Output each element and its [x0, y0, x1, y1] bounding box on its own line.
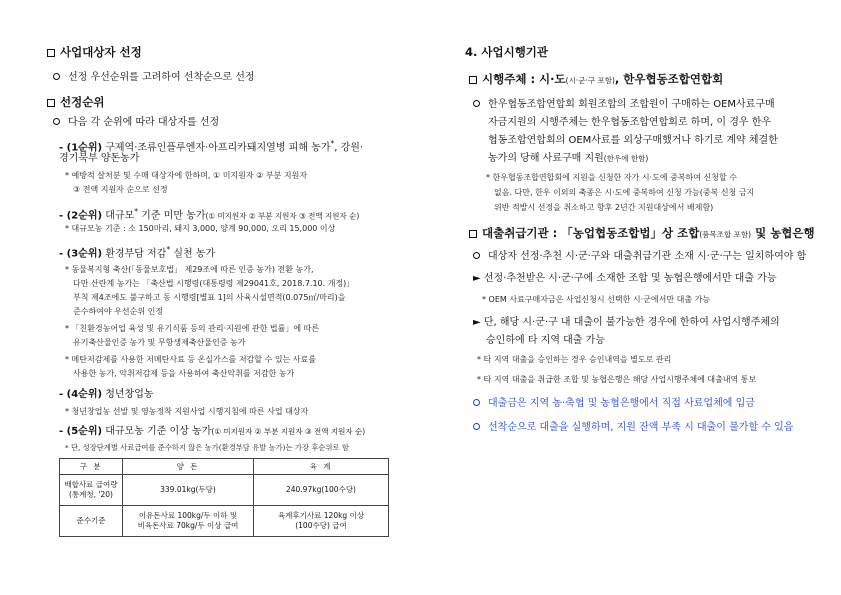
circle-bullet-icon	[473, 100, 480, 107]
table-header-cell: 육 계	[254, 459, 389, 475]
table-cell: 339.01kg(두당)	[123, 475, 254, 506]
circle-bullet-icon	[473, 399, 480, 406]
feed-standard-table	[59, 458, 389, 537]
loan-agency-arrow-1-note: * OEM 사료구매자금은 사업신청시 선택한 시·군에서만 대출 가능	[482, 295, 711, 304]
loan-first-come-note: 선착순으로 대출을 실행하며, 지원 잔액 부족 시 대출이 불가할 수 있음	[473, 423, 793, 433]
checkbox-square-icon	[469, 76, 477, 84]
rank-2-line: - (2순위) 대규모* 기준 미만 농가(① 미지원자 ② 부분 지원자 ③ 전액 지원자 순)	[59, 207, 360, 222]
rank-5-line: - (5순위) 대규모농 기준 이상 농가(① 미지원자 ② 부분 지원자 ③ 전액 지원자 순)	[59, 426, 366, 437]
implementing-body-para-3: 협동조합연합회의 OEM사료를 외상구매했거나 하기로 계약 체결한	[488, 135, 778, 146]
rank-3-note-5: * 「친환경농어업 육성 및 유기식품 등의 관리·지원에 관한 법률」에 따른	[65, 324, 320, 333]
table-cell: 이유돈사료 100kg/두 이하 및 비육돈사료 70kg/두 이상 급여	[123, 506, 254, 537]
rank-2-note: * 대규모농 기준 : 소 150마리, 돼지 3,000, 양계 90,000, 오리 15,000 이상	[65, 224, 336, 233]
circle-bullet-icon	[473, 252, 480, 259]
section-ranking-heading: 선정순위	[47, 97, 104, 109]
table-cell: 육계후기사료 120kg 이상 (100수당) 급여	[254, 506, 389, 537]
rank-5-note: * 단, 성장단계별 사료급여를 준수하지 않은 농가(환경부담 유발 농가)는 가장 후순위로 함	[65, 443, 349, 452]
loan-agency-arrow-2: ► 단, 해당 시·군·구 내 대출이 불가능한 경우에 한하여 사업시행주체의	[473, 317, 780, 328]
agency-section-title: 4. 사업시행기관	[465, 45, 549, 59]
circle-bullet-icon	[473, 423, 480, 430]
implementing-body-heading: 시행주체 : 시·도(시·군·구 포함), 한우협동조합연합회	[469, 74, 723, 86]
rank-1-line: - (1순위) 구제역·조류인플루엔자·아프리카돼지열병 피해 농가*, 강원·	[59, 139, 364, 154]
table-header-cell: 양 돈	[123, 459, 254, 475]
rank-3-note-1: * 동물복지형 축산(「동물보호법」 제29조에 따른 인증 농가) 전환 농가,	[65, 265, 314, 274]
loan-deposit-note: 대출금은 지역 농·축협 및 농협은행에서 직접 사료업체에 입금	[473, 399, 755, 409]
rank-1-line-2: 경기북부 양돈농가	[59, 153, 140, 164]
circle-bullet-icon	[53, 118, 60, 125]
implementing-body-para-1: 한우협동조합연합회 회원조합의 조합원이 구매하는 OEM사료구매	[473, 100, 775, 110]
checkbox-square-icon	[469, 230, 477, 238]
rank-3-line: - (3순위) 환경부담 저감* 실천 농가	[59, 245, 216, 260]
implementing-body-note-1: * 한우협동조합연합회에 지원을 신청한 자가 시·도에 중복하여 신청할 수	[486, 173, 737, 182]
implementing-body-para-2: 자금지원의 시행주체는 한우협동조합연합회로 하며, 이 경우 한우	[488, 117, 772, 128]
table-cell: 240.97kg(100수당)	[254, 475, 389, 506]
loan-agency-arrow-1: ► 선정·추천받은 시·군·구에 소재한 조합 및 농협은행에서만 대출 가능	[473, 273, 777, 284]
selection-principle: 선정 우선순위를 고려하여 선착순으로 선정	[53, 73, 255, 83]
implementing-body-note-3: 위반 적발시 선정을 취소하고 향후 2년간 지원대상에서 배제함)	[494, 203, 714, 212]
implementing-body-para-4: 농가의 당해 사료구매 지원(한우에 한함)	[488, 153, 649, 164]
section-target-selection-heading: 사업대상자 선정	[47, 47, 142, 59]
loan-agency-heading: 대출취급기관 : 「농업협동조합법」상 조합(품목조합 포함) 및 농협은행	[469, 228, 815, 240]
table-cell: 준수기준	[60, 506, 123, 537]
loan-agency-para: 대상자 선정·추천 시·군·구와 대출취급기관 소재 시·군·구는 일치하여야 함	[473, 252, 806, 262]
rank-3-note-2: 다만 산란계 농가는 「축산법 시행령(대통령령 제29041호, 2018.7.10. 개정)」	[73, 279, 355, 288]
table-cell: 배합사료 급여량 (통계청, '20)	[60, 475, 123, 506]
table-header-cell: 구 분	[60, 459, 123, 475]
checkbox-square-icon	[47, 99, 55, 107]
implementing-body-note-2: 없음. 다만, 한우 이외의 축종은 시·도에 중복하여 신청 가능(중복 신청 금지	[494, 188, 755, 197]
rank-1-note-2: ③ 전액 지원자 순으로 선정	[73, 185, 168, 194]
rank-1-note-1: * 예방적 살처분 및 수매 대상자에 한하며, ① 미지원자 ② 부분 지원자	[65, 171, 308, 180]
ranking-intro: 다음 각 순위에 따라 대상자를 선정	[53, 118, 219, 128]
circle-bullet-icon	[53, 73, 60, 80]
rank-3-note-3: 부칙 제4조에도 불구하고 동 시행령[별표 1]의 사육시설면적(0.075㎡/마리)을	[73, 293, 346, 302]
loan-agency-arrow-2-line-2: 승인하에 타 지역 대출 가능	[486, 335, 605, 346]
loan-agency-arrow-2-note-1: * 타 지역 대출을 승인하는 경우 승인내역을 별도로 관리	[477, 355, 672, 364]
table-header-row	[60, 459, 389, 475]
checkbox-square-icon	[47, 49, 55, 57]
rank-3-note-8: 사용한 농가, 악취저감제 등을 사용하여 축산악취를 저감한 농가	[73, 369, 295, 378]
rank-3-note-4: 준수하여야 우선순위 인정	[73, 307, 164, 316]
rank-4-line: - (4순위) 청년창업농	[59, 389, 154, 400]
rank-3-note-7: * 메탄저감제를 사용한 저메탄사료 등 온실가스를 저감할 수 있는 사료를	[65, 355, 316, 364]
rank-3-note-6: 유기축산물인증 농가 및 무항생제축산물인증 농가	[73, 338, 246, 347]
table-row	[60, 475, 389, 506]
table-row	[60, 506, 389, 537]
rank-4-note: * 청년창업농 선발 및 영농정착 지원사업 시행지침에 따른 사업 대상자	[65, 407, 309, 416]
loan-agency-arrow-2-note-2: * 타 지역 대출을 취급한 조합 및 농협은행은 해당 사업시행주체에 대출내역 통보	[477, 375, 757, 384]
